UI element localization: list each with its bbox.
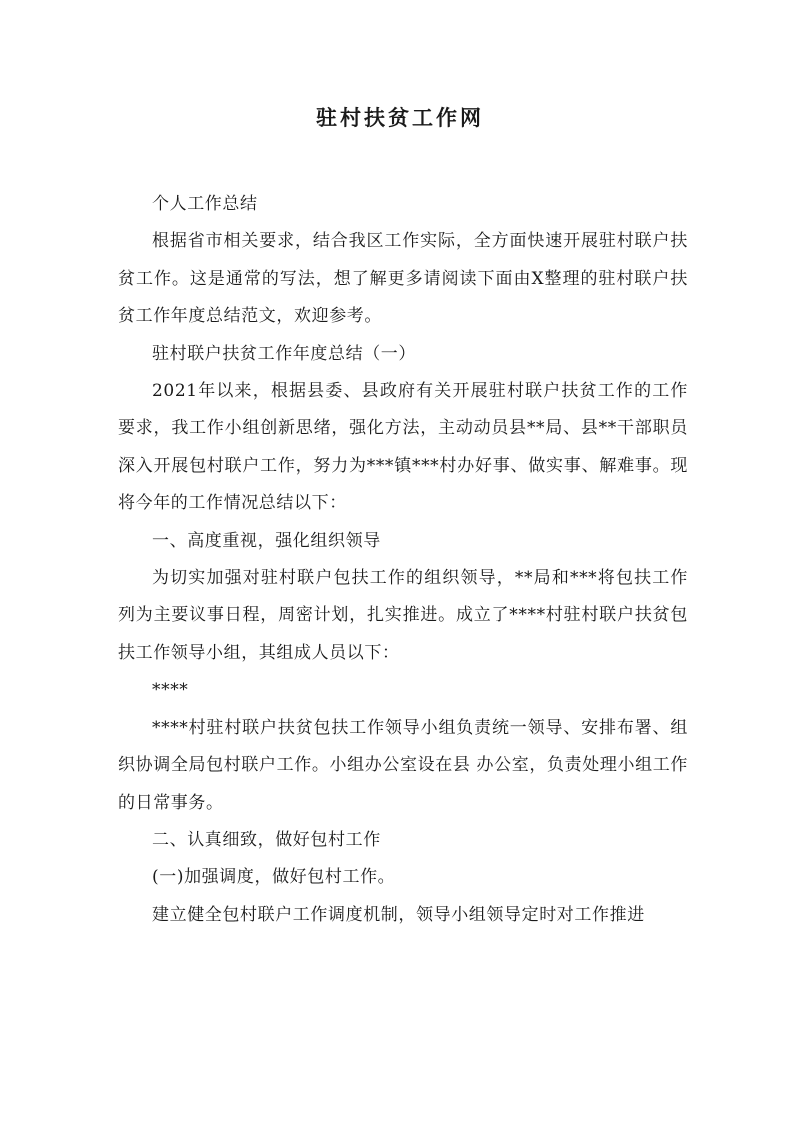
document-title: 驻村扶贫工作网 xyxy=(316,105,484,130)
paragraph-intro: 根据省市相关要求，结合我区工作实际，全方面快速开展驻村联户扶贫工作。这是通常的写法，想了解更多请阅读下面由X整理的驻村联户扶贫工作年度总结范文，欢迎参考。 xyxy=(118,231,688,327)
document-body xyxy=(118,186,688,934)
paragraph-leadership-group: ****村驻村联户扶贫包扶工作领导小组负责统一领导、安排布署、组织协调全局包村联户工作。小组办公室设在县 办公室，负责处理小组工作的日常事务。 xyxy=(118,717,688,813)
paragraph-section-title: 驻村联户扶贫工作年度总结（一） xyxy=(152,343,416,364)
paragraph-organization: 为切实加强对驻村联户包扶工作的组织领导，**局和***将包扶工作列为主要议事日程，周密计划，扎实推进。成立了****村驻村联户扶贫包扶工作领导小组，其组成人员以下： xyxy=(118,568,688,663)
paragraph-heading-two: 二、认真细致，做好包村工作 xyxy=(152,829,381,850)
paragraph-members: **** xyxy=(152,680,189,701)
paragraph-overview: 2021年以来，根据县委、县政府有关开展驻村联户扶贫工作的工作要求，我工作小组创新思绪，强化方法，主动动员县**局、县**干部职员深入开展包村联户工作，努力为***镇***村办好事、做实事、解难事。现将今年的工作情况总结以下： xyxy=(118,381,688,514)
paragraph-heading-one: 一、高度重视，强化组织领导 xyxy=(152,530,381,551)
paragraph-heading-summary: 个人工作总结 xyxy=(152,194,258,214)
paragraph-mechanism: 建立健全包村联户工作调度机制，领导小组领导定时对工作推进 xyxy=(152,904,645,925)
paragraph-subheading: (一)加强调度，做好包村工作。 xyxy=(152,867,396,888)
